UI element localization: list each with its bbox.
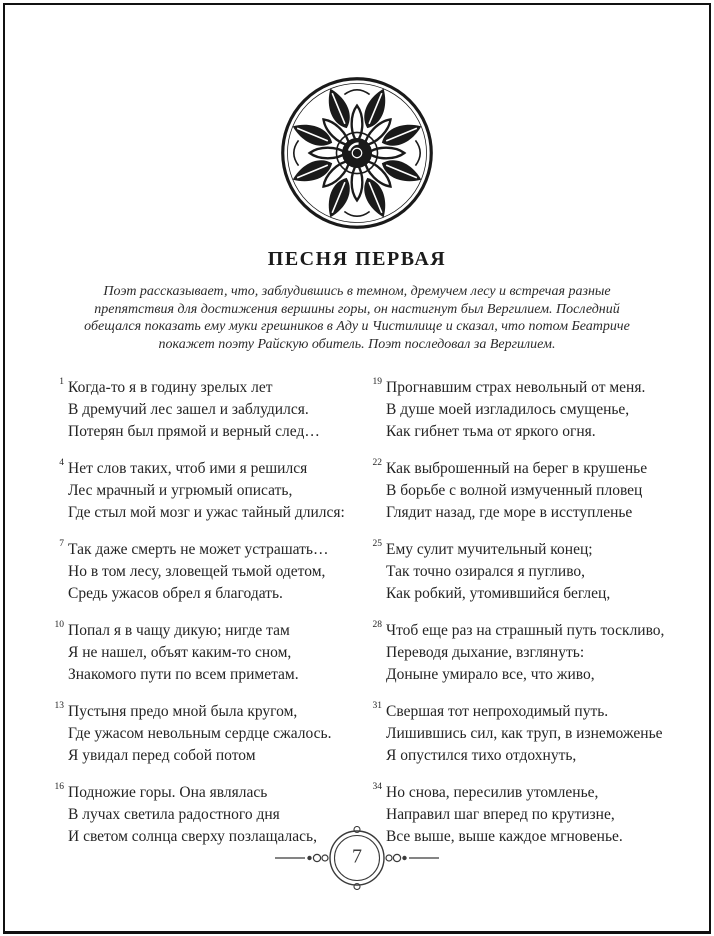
verse-line: Средь ужасов обрел я благодать. xyxy=(68,585,283,602)
verse-line: Ему сулит мучительный конец; xyxy=(386,541,593,558)
verse-line: Свершая тот непроходимый путь. xyxy=(386,703,609,720)
verse-line: В дремучий лес зашел и заблудился. xyxy=(68,401,309,418)
stanza-line-number: 28 xyxy=(372,620,382,630)
verse-stanza xyxy=(54,701,352,767)
verse-line: Как гибнет тьма от яркого огня. xyxy=(386,423,596,440)
verse-line: Так даже смерть не может устрашать… xyxy=(68,541,329,558)
stanza-line-number: 34 xyxy=(372,782,382,792)
verse-line: Лес мрачный и угрюмый описать, xyxy=(68,482,293,499)
verse-line: Где стыл мой мозг и ужас тайный длился: xyxy=(68,504,345,521)
verse-line: Попал я в чащу дикую; нигде там xyxy=(68,622,290,639)
verse-line: Лишившись сил, как труп, в изнеможенье xyxy=(386,725,663,742)
verse-stanza xyxy=(54,620,352,686)
verse-stanza xyxy=(372,701,670,767)
verse-line: Пустыня предо мной была кругом, xyxy=(68,703,298,720)
stanza-line-number: 16 xyxy=(54,782,64,792)
verse-line: Подножие горы. Она являлась xyxy=(68,784,268,801)
verse-line: Глядит назад, где море в исступленье xyxy=(386,504,633,521)
verse-line: Когда-то я в годину зрелых лет xyxy=(68,379,273,396)
verse-stanza xyxy=(372,458,670,524)
verse-column-left xyxy=(52,377,352,863)
verse-line: И светом солнца сверху позлащалась, xyxy=(68,828,317,845)
verse-area xyxy=(52,377,670,863)
verse-line: Направил шаг вперед по крутизне, xyxy=(386,806,615,823)
verse-line: Прогнавшим страх невольный от меня. xyxy=(386,379,646,396)
stanza-line-number: 31 xyxy=(372,701,382,711)
verse-column-right xyxy=(370,377,670,863)
verse-line: Переводя дыхание, взглянуть: xyxy=(386,644,585,661)
verse-stanza xyxy=(59,539,352,605)
verse-line: Где ужасом невольным сердце сжалось. xyxy=(68,725,332,742)
verse-line: Я опустился тихо отдохнуть, xyxy=(386,747,577,764)
verse-stanza xyxy=(59,377,352,443)
verse-line: Я увидал перед собой потом xyxy=(68,747,256,764)
verse-line: Как выброшенный на берег в крушенье xyxy=(386,460,648,477)
rosette-ornament-icon xyxy=(278,74,436,232)
verse-line: Но в том лесу, зловещей тьмой одетом, xyxy=(68,563,326,580)
stanza-line-number: 13 xyxy=(54,701,64,711)
stanza-line-number: 25 xyxy=(372,539,382,549)
stanza-line-number: 10 xyxy=(54,620,64,630)
verse-line: Все выше, выше каждое мгновенье. xyxy=(386,828,623,845)
verse-line: В душе моей изгладилось смущенье, xyxy=(386,401,630,418)
stanza-line-number: 19 xyxy=(372,377,382,387)
header-ornament-container xyxy=(0,74,714,232)
stanza-line-number: 1 xyxy=(59,377,64,387)
stanza-line-number: 4 xyxy=(59,458,64,468)
canto-summary: Поэт рассказывает, что, заблудившись в темном, дремучем лесу и встречая разные препятствия для достижения вершины горы, он настигнут был Вергилием. Последний обещался показать ему муки грешников в Аду и Чистилище и сказал, что потом Беатриче покажет поэту Райскую обитель. Поэт последовал за Вергилием. xyxy=(84,284,630,352)
page-number: 7 xyxy=(352,845,362,868)
verse-line: Я не нашел, объят каким-то сном, xyxy=(68,644,292,661)
verse-line: Знакомого пути по всем приметам. xyxy=(68,666,299,683)
page-footer xyxy=(269,826,445,890)
verse-line: В лучах светила радостного дня xyxy=(68,806,280,823)
verse-stanza xyxy=(372,620,670,686)
canto-title: ПЕСНЯ ПЕРВАЯ xyxy=(267,248,447,270)
verse-line: Как робкий, утомившийся беглец, xyxy=(386,585,611,602)
verse-line: В борьбе с волной измученный пловец xyxy=(386,482,643,499)
stanza-line-number: 7 xyxy=(59,539,64,549)
verse-line: Потерян был прямой и верный след… xyxy=(68,423,320,440)
verse-line: Нет слов таких, чтоб ими я решился xyxy=(68,460,308,477)
verse-line: Доныне умирало все, что живо, xyxy=(386,666,595,683)
verse-line: Чтоб еще раз на страшный путь тоскливо, xyxy=(386,622,665,639)
verse-stanza xyxy=(372,539,670,605)
verse-line: Так точно озирался я пугливо, xyxy=(386,563,586,580)
verse-stanza xyxy=(372,377,670,443)
verse-line: Но снова, пересилив утомленье, xyxy=(386,784,599,801)
stanza-line-number: 22 xyxy=(372,458,382,468)
verse-stanza xyxy=(59,458,352,524)
